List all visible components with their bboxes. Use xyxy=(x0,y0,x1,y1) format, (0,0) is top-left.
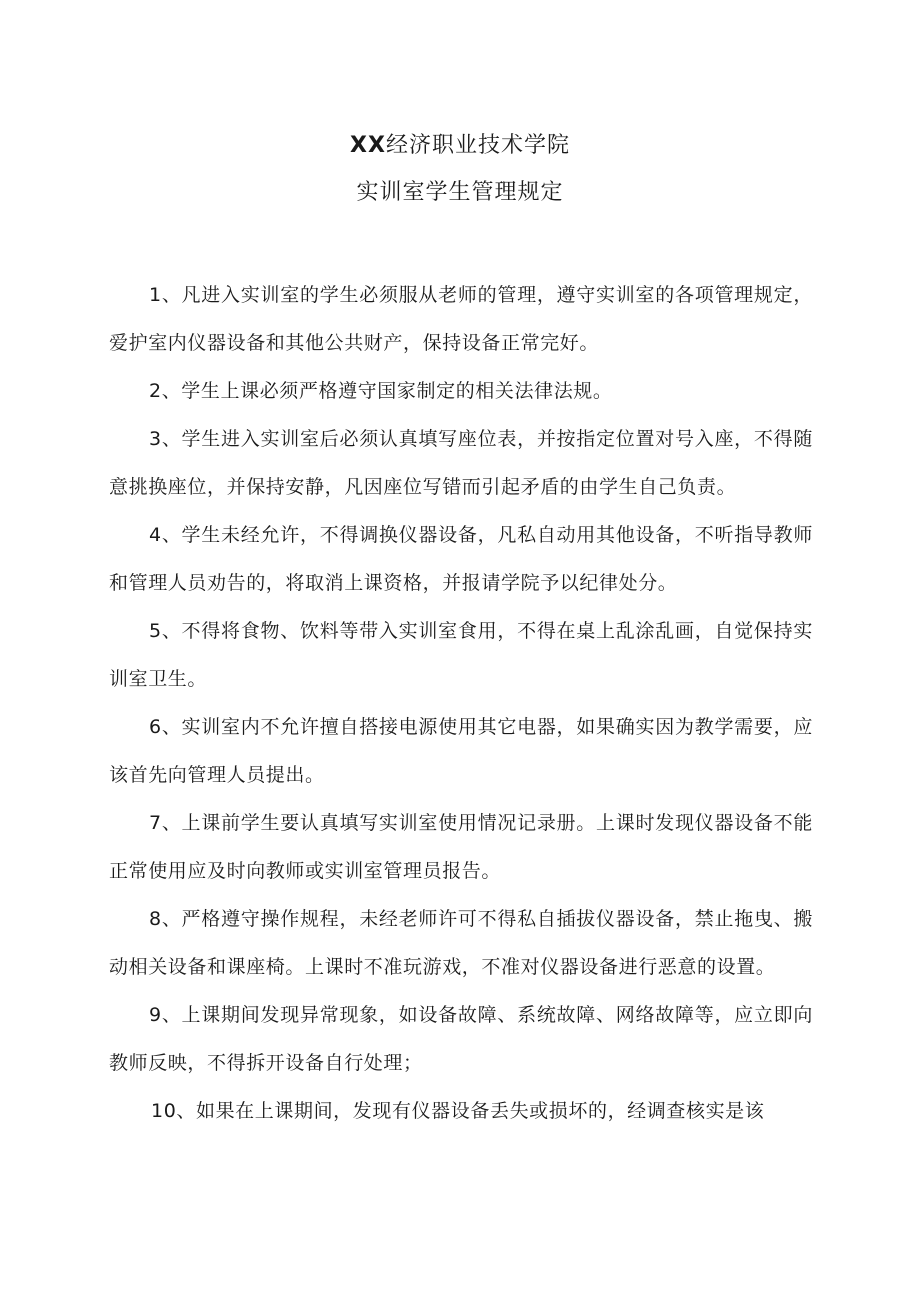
rule-paragraph-3: 3、学生进入实训室后必须认真填写座位表，并按指定位置对号入座，不得随意挑换座位，并保持安静，凡因座位写错而引起矛盾的由学生自己负责。 xyxy=(109,428,813,498)
institution-name: 经济职业技术学院 xyxy=(385,133,570,158)
rule-paragraph-4: 4、学生未经允许，不得调换仪器设备，凡私自动用其他设备，不听指导教师和管理人员劝告的，将取消上课资格，并报请学院予以纪律处分。 xyxy=(109,524,813,594)
institution-title xyxy=(0,128,920,159)
rule-paragraph-9: 9、上课期间发现异常现象，如设备故障、系统故障、网络故障等，应立即向教师反映，不得拆开设备自行处理； xyxy=(109,1004,813,1074)
rule-paragraph-1: 1、凡进入实训室的学生必须服从老师的管理，遵守实训室的各项管理规定，爱护室内仪器设备和其他公共财产，保持设备正常完好。 xyxy=(109,284,813,354)
rule-paragraph-8: 8、严格遵守操作规程，未经老师许可不得私自插拔仪器设备，禁止拖曳、搬动相关设备和课座椅。上课时不准玩游戏，不准对仪器设备进行恶意的设置。 xyxy=(109,908,813,978)
rule-paragraph-10: 10、如果在上课期间，发现有仪器设备丢失或损坏的，经调查核实是该 xyxy=(151,1100,765,1122)
regulation-body xyxy=(109,271,813,1135)
rule-paragraph-5: 5、不得将食物、饮料等带入实训室食用，不得在桌上乱涂乱画，自觉保持实训室卫生。 xyxy=(109,620,813,690)
rule-paragraph-6: 6、实训室内不允许擅自搭接电源使用其它电器，如果确实因为教学需要，应该首先向管理人员提出。 xyxy=(109,716,813,786)
rule-paragraph-2: 2、学生上课必须严格遵守国家制定的相关法律法规。 xyxy=(149,380,613,402)
rule-paragraph-7: 7、上课前学生要认真填写实训室使用情况记录册。上课时发现仪器设备不能正常使用应及时向教师或实训室管理员报告。 xyxy=(109,812,813,882)
institution-code: XX xyxy=(350,133,386,158)
document-title: 实训室学生管理规定 xyxy=(356,180,564,205)
